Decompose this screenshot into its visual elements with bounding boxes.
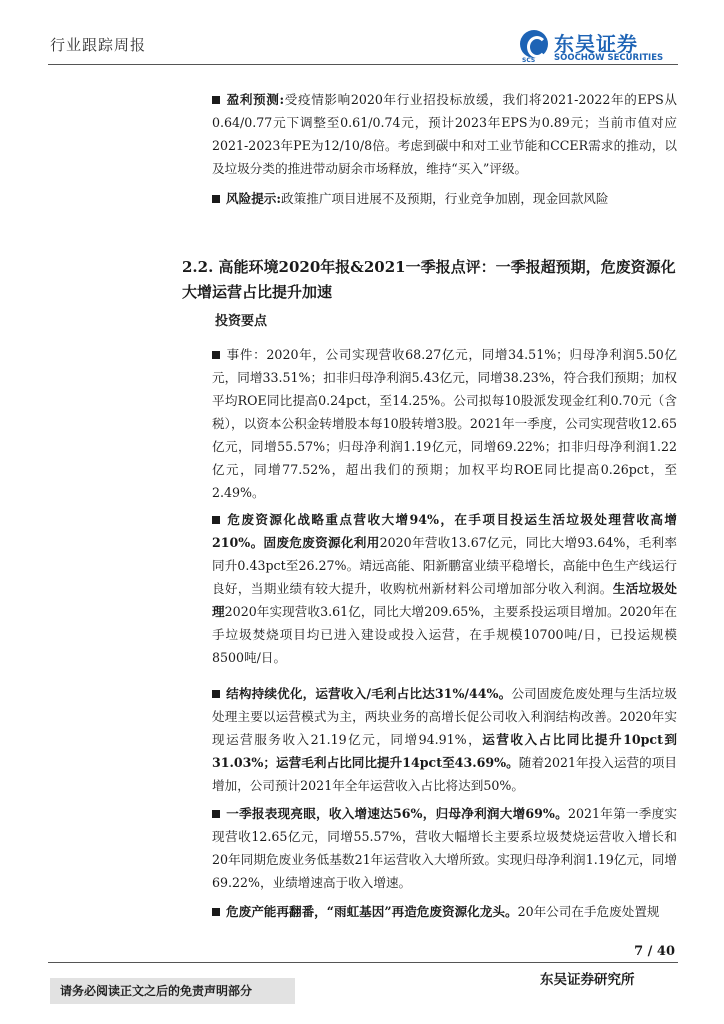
section-title: 2.2. 高能环境2020年报&2021一季报点评：一季报超预期，危废资源化大增运营占比提升加速 [182, 258, 676, 301]
logo-abbr: SCS [522, 57, 536, 64]
event-paragraph [212, 343, 677, 504]
risk-label: 风险提示: [226, 191, 282, 206]
page-number: 7 / 40 [634, 944, 675, 959]
square-bullet-icon [212, 516, 220, 524]
disclaimer-banner: 请务必阅读正文之后的免责声明部分 [50, 978, 295, 1004]
square-bullet-icon [212, 96, 220, 104]
logo-text-en: SOOCHOW SECURITIES [554, 53, 664, 63]
capacity-headline: 危废产能再翻番，“雨虹基因”再造危废资源化龙头。 [226, 904, 518, 919]
soochow-logo-icon [520, 30, 548, 58]
square-bullet-icon [212, 810, 220, 818]
structure-paragraph [212, 682, 677, 797]
structure-headline: 结构持续优化，运营收入/毛利占比达31%/44%。 [226, 686, 512, 701]
square-bullet-icon [212, 195, 220, 203]
risk-paragraph [212, 187, 677, 210]
msw-text: 2020年实现营收3.61亿，同比大增209.65%，主要系投运项目增加。2020年在手垃圾焚烧项目均已进入建设或投入运营，在手规模10700吨/日，已投运规模8500吨/日。 [212, 604, 677, 665]
profit-forecast-label: 盈利预测: [226, 92, 285, 107]
logo-text-cn: 东吴证券 [554, 32, 638, 56]
solid-waste-text: 2020年营收13.67亿元，同比大增93.64%，毛利率同升0.43pct至26.27%。靖远高能、阳新鹏富业绩平稳增长，高能中色生产线运行良好，当期业绩有较大提升，收购杭州新材料公司增加部分收入利润。 [212, 535, 677, 596]
q1-paragraph [212, 802, 677, 894]
capacity-text: 20年公司在手危废处置规 [517, 904, 660, 919]
q1-headline: 一季报表现亮眼，收入增速达56%，归母净利润大增69%。 [226, 806, 568, 821]
header-divider [48, 64, 678, 65]
hazardous-waste-paragraph [212, 508, 677, 669]
footer-divider [48, 962, 678, 963]
report-type-label: 行业跟踪周报 [50, 36, 147, 54]
square-bullet-icon [212, 351, 220, 359]
soochow-logo [520, 30, 670, 64]
square-bullet-icon [212, 690, 220, 698]
event-text: 事件：2020年，公司实现营收68.27亿元，同增34.51%；归母净利润5.50亿元，同增33.51%；扣非归母净利润5.43亿元，同增38.23%，符合我们预期；加权平均ROE同比提高0.24pct，至14.25%。公司拟每10股派发现金红利0.70元（含税），以资本公积金转增股本每10股转增3股。2021年一季度，公司实现营收12.65亿元，同增55.57%；归母净利润1.19亿元，同增69.22%；扣非归母净利润1.22亿元，同增77.52%，超出我们的预期；加权平均ROE同比提高0.26pct，至2.49%。 [212, 347, 677, 500]
structure-bold-2: 运营收入占比同比提升10pct到31.03%；运营毛利占比同比提升14pct至43.69%。 [212, 732, 677, 770]
hazardous-waste-headline: 危废资源化战略重点营收大增94%，在手项目投运生活垃圾处理营收高增210%。 [212, 512, 677, 550]
institute-name: 东吴证券研究所 [540, 972, 635, 988]
q1-text: 2021年第一季度实现营收12.65亿元，同增55.57%，营收大幅增长主要系垃圾焚烧运营收入增长和20年同期危废业务低基数21年运营收入大增所致。实现归母净利润1.19亿元，同增69.22%，业绩增速高于收入增速。 [212, 806, 677, 890]
risk-text: 政策推广项目进展不及预期，行业竞争加剧，现金回款风险 [281, 191, 609, 206]
msw-label: 生活垃圾处理 [212, 581, 678, 619]
profit-forecast-text: 受疫情影响2020年行业招投标放缓，我们将2021-2022年的EPS从0.64/0.77元下调整至0.61/0.74元，预计2023年EPS为0.89元；当前市值对应2021-2023年PE为12/10/8倍。考虑到碳中和对工业节能和CCER需求的推动，以及垃圾分类的推进带动厨余市场释放，维持“买入”评级。 [212, 92, 678, 176]
square-bullet-icon [212, 908, 220, 916]
profit-forecast-paragraph [212, 88, 677, 180]
investment-highlights-heading: 投资要点 [215, 314, 268, 329]
structure-text-2: 随着2021年投入运营的项目增加，公司预计2021年全年运营收入占比将达到50%。 [212, 755, 677, 793]
solid-waste-label: 固废危废资源化利用 [263, 535, 380, 550]
capacity-paragraph [212, 900, 677, 923]
structure-text-1: 公司固废危废处理与生活垃圾处理主要以运营模式为主，两块业务的高增长促公司收入利润结构改善。2020年实现运营服务收入21.19亿元，同增94.91%， [212, 686, 677, 747]
